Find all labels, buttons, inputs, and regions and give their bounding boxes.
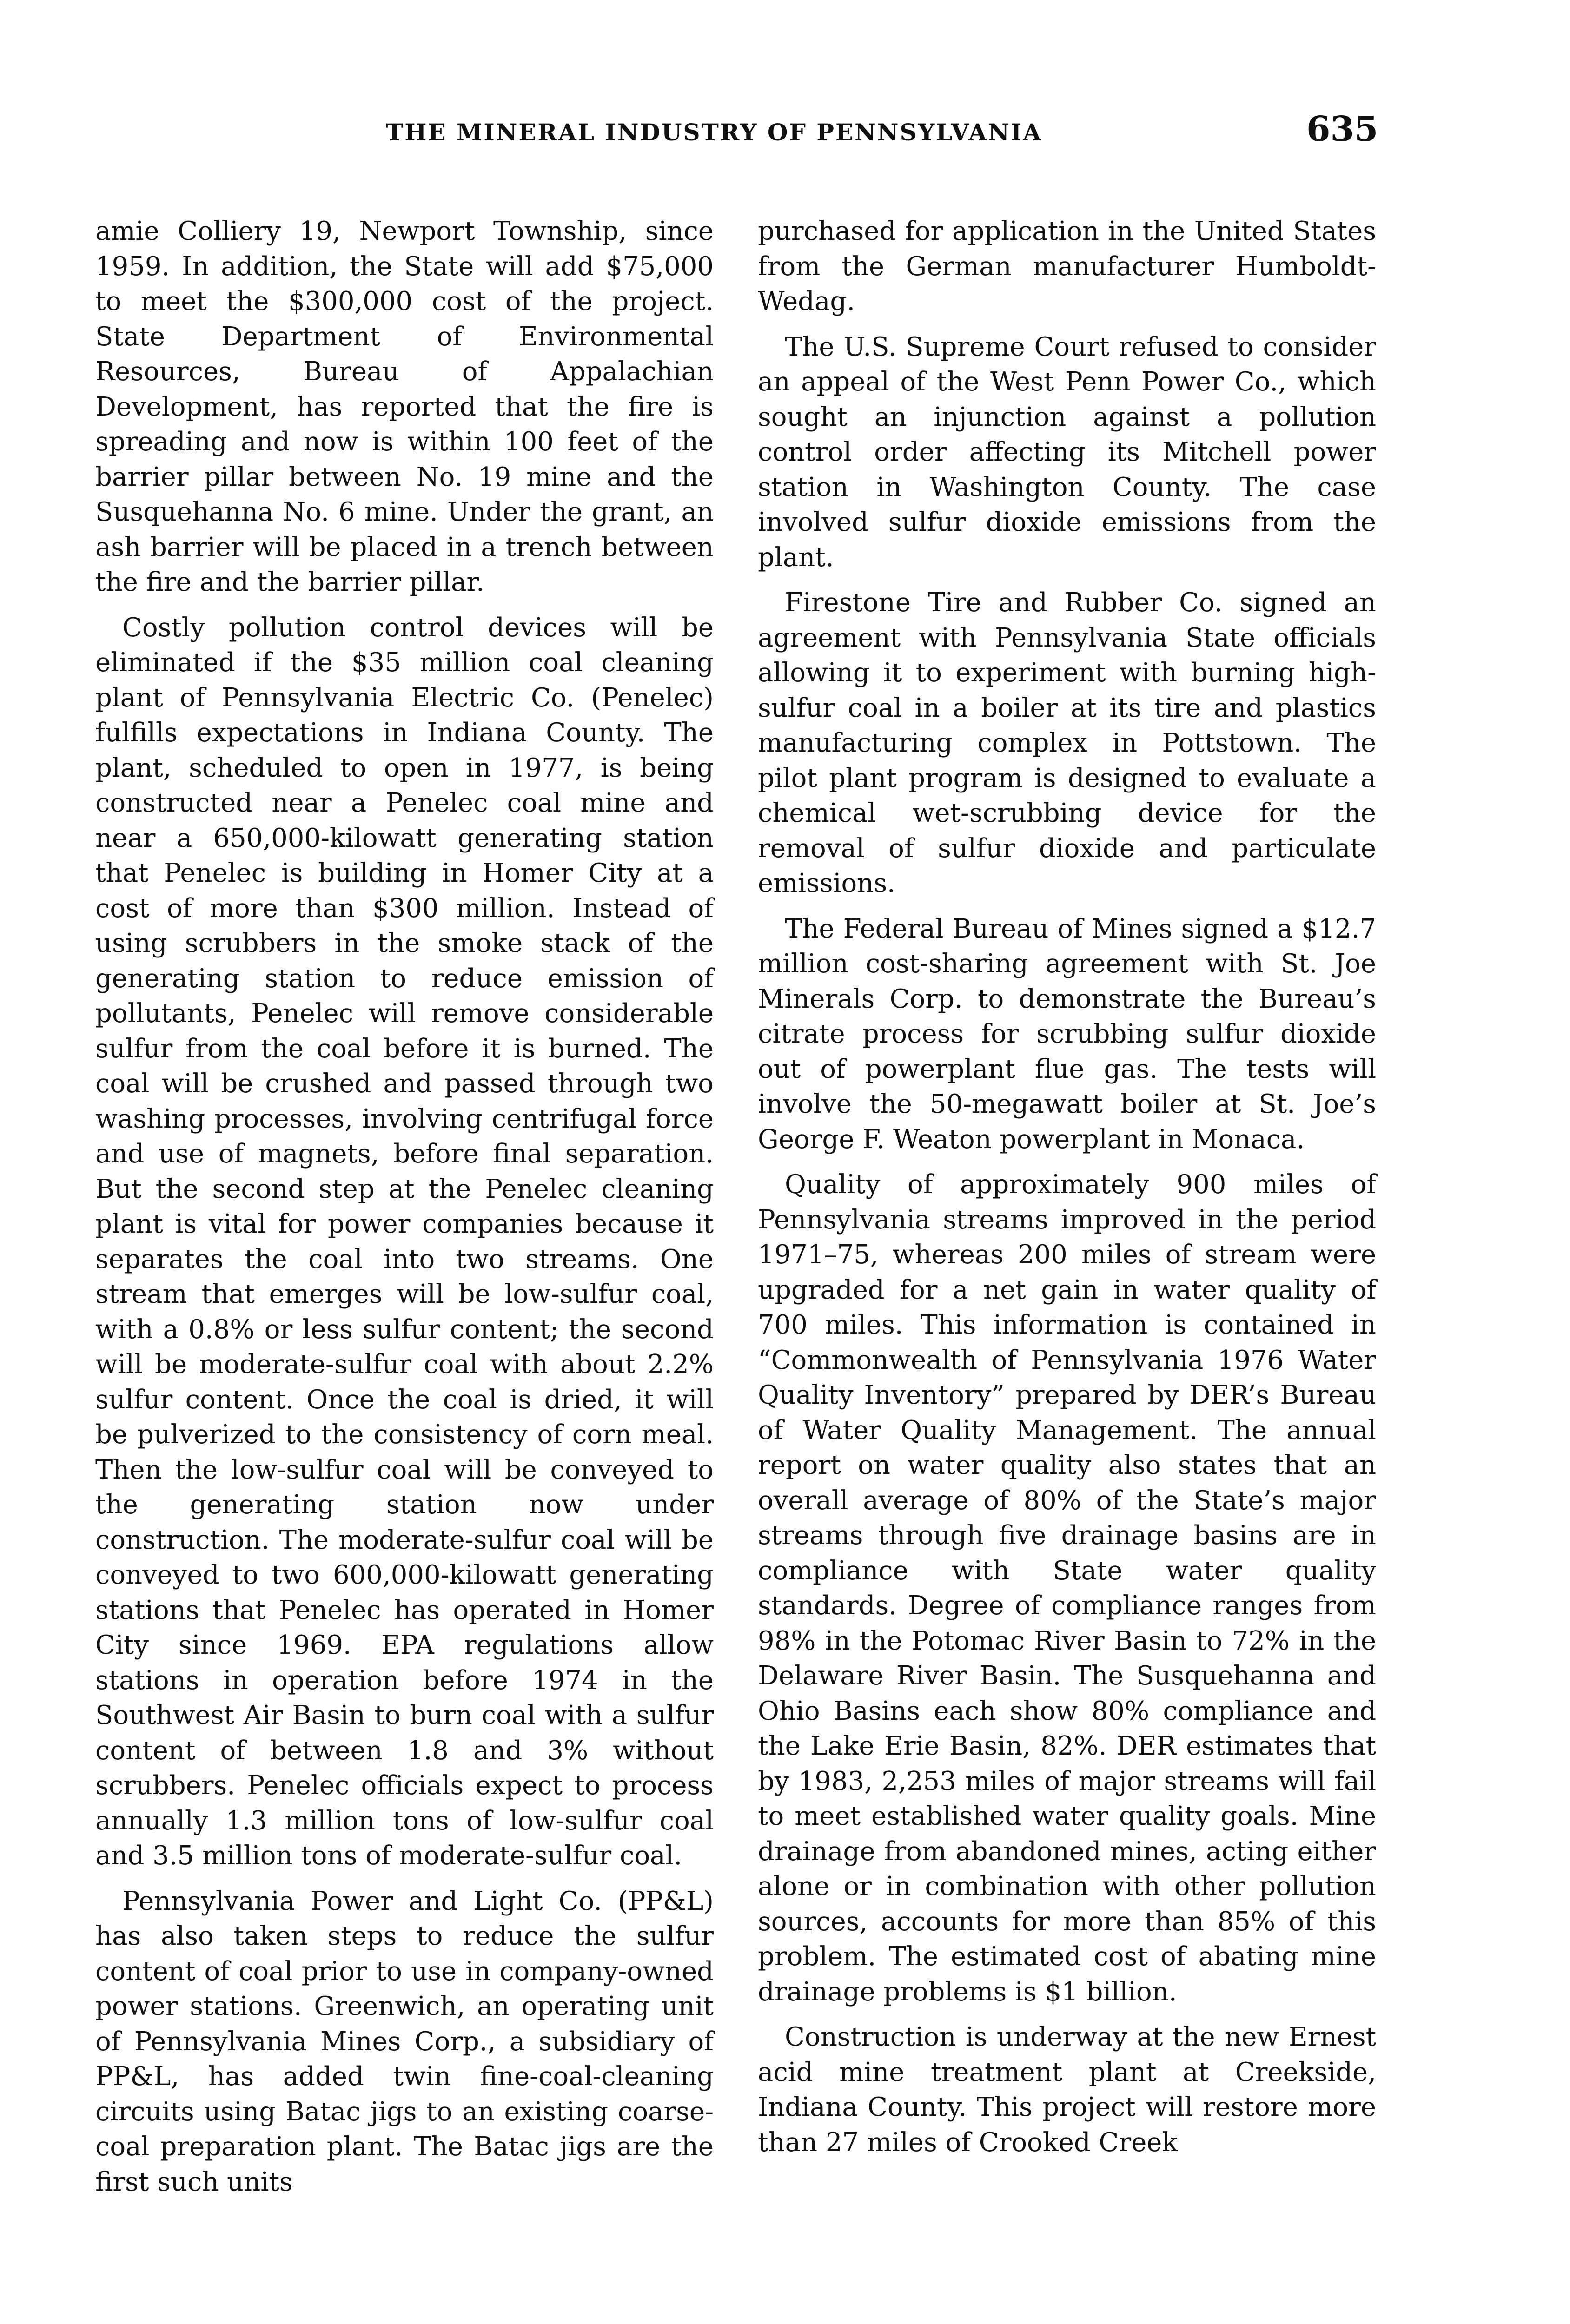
right-paragraph-2: The U.S. Supreme Court refused to consider an appeal of the West Penn Power Co., which sought an injunction against a pollution control order affecting its Mitchell power station in Washington County. The case involved sulfur dioxide emissions from the plant. <box>758 331 1376 573</box>
running-header <box>88 109 1390 165</box>
right-column <box>758 214 1376 2170</box>
right-paragraph-4: The Federal Bureau of Mines signed a $12.7 million cost-sharing agreement with St. Joe Minerals Corp. to demonstrate the Bureau’s citrate process for scrubbing sulfur dioxide out of powerplant flue gas. The tests will involve the 50-megawatt boiler at St. Joe’s George F. Weaton powerplant in Monaca. <box>758 913 1376 1155</box>
running-title: THE MINERAL INDUSTRY OF PENNSYLVANIA <box>386 119 1043 146</box>
page-number: 635 <box>1306 109 1378 149</box>
right-paragraph-6: Construction is underway at the new Ernest acid mine treatment plant at Creekside, Indiana County. This project will restore more than 27 miles of Crooked Creek <box>758 2022 1376 2158</box>
left-paragraph-2: Costly pollution control devices will be eliminated if the $35 million coal cleaning plant of Pennsylvania Electric Co. (Penelec) fulfills expectations in Indiana County. The plant, scheduled to open in 1977, is being constructed near a Penelec coal mine and near a 650,000-kilowatt generating station that Penelec is building in Homer City at a cost of more than $300 million. Instead of using scrubbers in the smoke stack of the generating station to reduce emission of pollutants, Penelec will remove considerable sulfur from the coal before it is burned. The coal will be crushed and passed through two washing processes, involving centrifugal force and use of magnets, before final separation. But the second step at the Penelec cleaning plant is vital for power companies because it separates the coal into two streams. One stream that emerges will be low-sulfur coal, with a 0.8% or less sulfur content; the second will be moderate-sulfur coal with about 2.2% sulfur content. Once the coal is dried, it will be pulverized to the consistency of corn meal. Then the low-sulfur coal will be conveyed to the generating station now under construction. The moderate-sulfur coal will be conveyed to two 600,000-kilowatt generating stations that Penelec has operated in Homer City since 1969. EPA regulations allow stations in operation before 1974 in the Southwest Air Basin to burn coal with a sulfur content of between 1.8 and 3% without scrubbers. Penelec officials expect to process annually 1.3 million tons of low-sulfur coal and 3.5 million tons of moderate-sulfur coal. <box>95 612 714 1871</box>
left-column <box>95 214 714 2210</box>
right-paragraph-1: purchased for application in the United States from the German manufacturer Humboldt-Wedag. <box>758 216 1376 317</box>
left-paragraph-1: amie Colliery 19, Newport Township, since 1959. In addition, the State will add $75,000 to meet the $300,000 cost of the project. State Department of Environmental Resources, Bureau of Appalachian Development, has reported that the fire is spreading and now is within 100 feet of the barrier pillar between No. 19 mine and the Susquehanna No. 6 mine. Under the grant, an ash barrier will be placed in a trench between the fire and the barrier pillar. <box>95 216 714 597</box>
left-paragraph-3: Pennsylvania Power and Light Co. (PP&L) has also taken steps to reduce the sulfur content of coal prior to use in company-owned power stations. Greenwich, an operating unit of Pennsylvania Mines Corp., a subsidiary of PP&L, has added twin fine-coal-cleaning circuits using Batac jigs to an existing coarse-coal preparation plant. The Batac jigs are the first such units <box>95 1886 714 2197</box>
right-paragraph-5: Quality of approximately 900 miles of Pennsylvania streams improved in the period 1971–75, whereas 200 miles of stream were upgraded for a net gain in water quality of 700 miles. This information is contained in “Commonwealth of Pennsylvania 1976 Water Quality Inventory” prepared by DER’s Bureau of Water Quality Management. The annual report on water quality also states that an overall average of 80% of the State’s major streams through five drainage basins are in compliance with State water quality standards. Degree of compliance ranges from 98% in the Potomac River Basin to 72% in the Delaware River Basin. The Susquehanna and Ohio Basins each show 80% compliance and the Lake Erie Basin, 82%. DER estimates that by 1983, 2,253 miles of major streams will fail to meet established water quality goals. Mine drainage from abandoned mines, acting either alone or in combination with other pollution sources, accounts for more than 85% of this problem. The estimated cost of abating mine drainage problems is $1 billion. <box>758 1169 1376 2007</box>
right-paragraph-3: Firestone Tire and Rubber Co. signed an agreement with Pennsylvania State officials allowing it to experiment with burning high-sulfur coal in a boiler at its tire and plastics manufacturing complex in Pottstown. The pilot plant program is designed to evaluate a chemical wet-scrubbing device for the removal of sulfur dioxide and particulate emissions. <box>758 588 1376 898</box>
